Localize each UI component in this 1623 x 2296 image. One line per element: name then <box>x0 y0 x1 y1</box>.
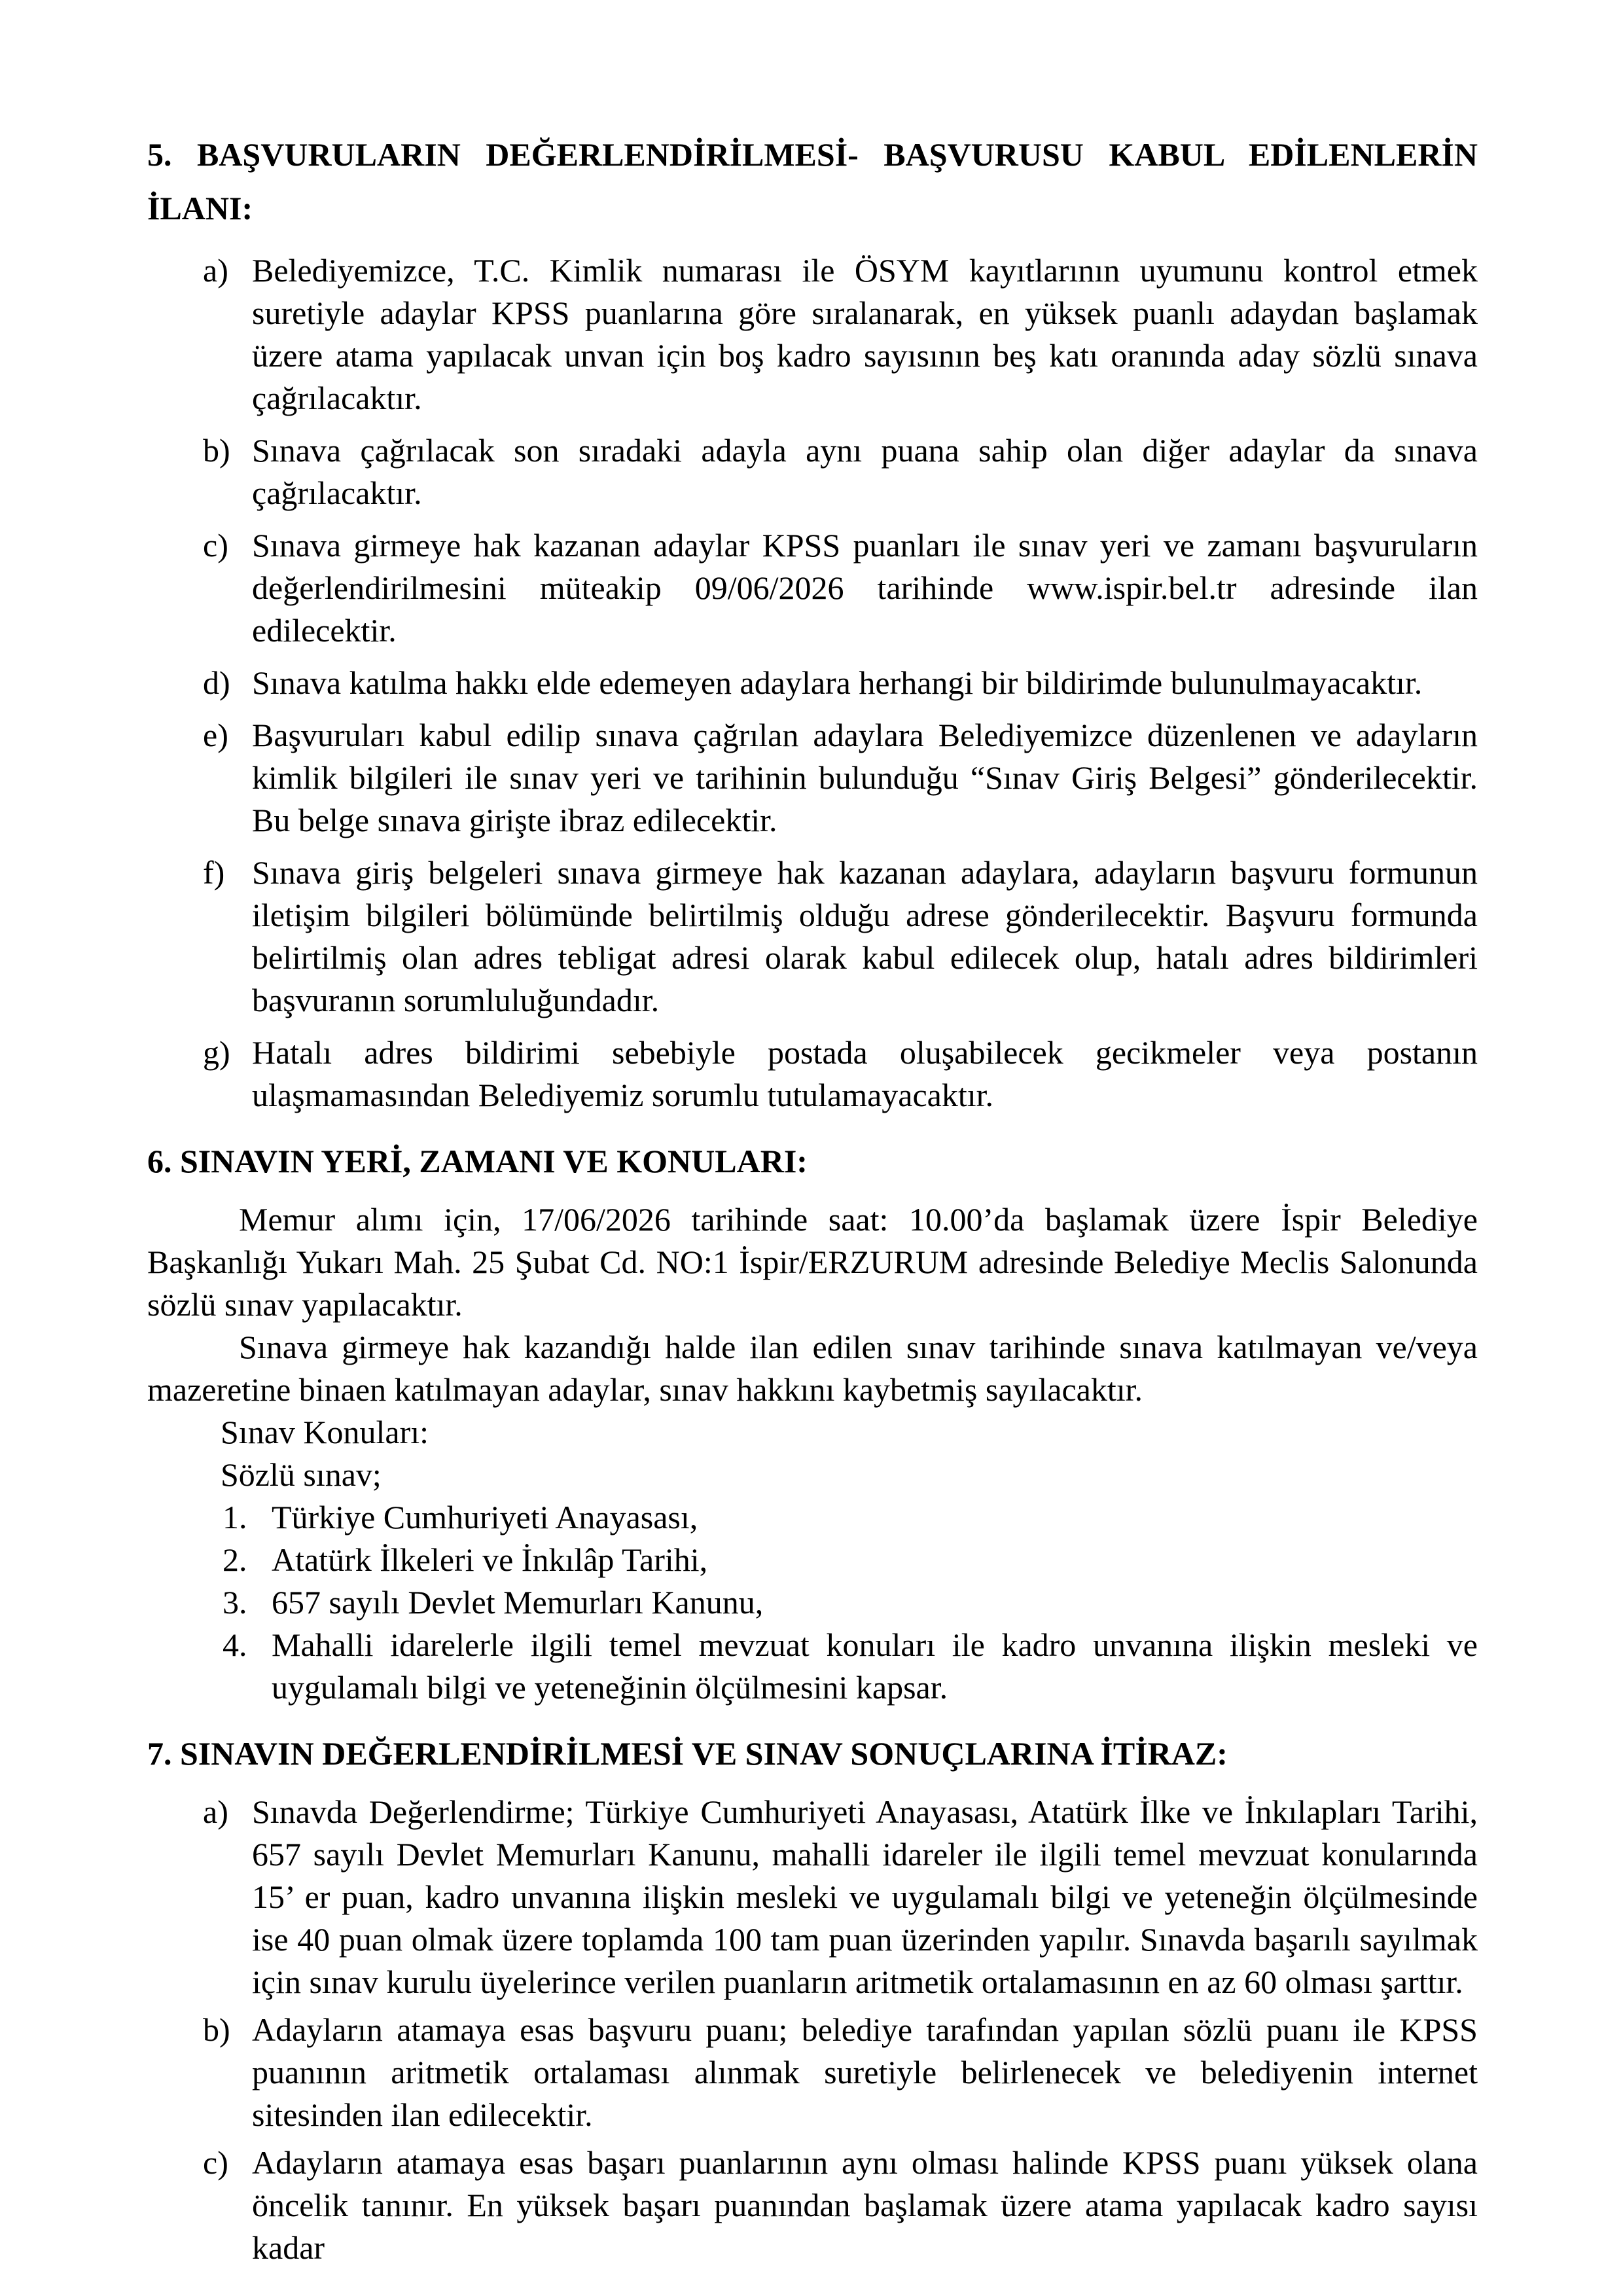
topic-item-text: Atatürk İlkeleri ve İnkılâp Tarihi, <box>272 1541 708 1578</box>
topic-item <box>147 1496 1478 1539</box>
section6-paragraph1: Memur alımı için, 17/06/2026 tarihinde saat: 10.00’da başlamak üzere İspir Belediye Başkanlığı Yukarı Mah. 25 Şubat Cd. NO:1 İspir/ERZURUM adresinde Belediye Meclis Salonunda sözlü sınav yapılacaktır. <box>147 1201 1478 1323</box>
topic-item-marker: 4. <box>223 1626 247 1663</box>
list-item <box>147 662 1478 704</box>
topic-item <box>147 1581 1478 1624</box>
list-item-marker: b) <box>203 2011 230 2048</box>
section6-heading: 6. SINAVIN YERİ, ZAMANI VE KONULARI: <box>147 1143 808 1179</box>
topic-item-marker: 3. <box>223 1584 247 1621</box>
list-item-marker: b) <box>203 432 230 469</box>
list-item-text: Adayların atamaya esas başvuru puanı; belediye tarafından yapılan sözlü puanı ile KPSS puanının aritmetik ortalaması alınmak suretiyle belirlenecek ve belediyenin internet sitesinden ilan edilecektir. <box>252 2011 1478 2133</box>
list-item-text: Belediyemizce, T.C. Kimlik numarası ile ÖSYM kayıtlarının uyumunu kontrol etmek suretiyle adaylar KPSS puanlarına göre sıralanarak, en yüksek puanlı adaydan başlamak üzere atama yapılacak unvan için boş kadro sayısının beş katı oranında aday sözlü sınava çağrılacaktır. <box>252 252 1478 416</box>
list-item <box>147 852 1478 1022</box>
topic-item-marker: 1. <box>223 1499 247 1535</box>
list-item <box>147 2009 1478 2136</box>
list-item-marker: c) <box>203 527 228 564</box>
section5-heading <box>147 128 1478 235</box>
list-item-text: Başvuruları kabul edilip sınava çağrılan adaylara Belediyemizce düzenlenen ve adayların kimlik bilgileri ile sınav yeri ve tarihinin bulunduğu “Sınav Giriş Belgesi” gönderilecektir. Bu belge sınava girişte ibraz edilecektir. <box>252 717 1478 838</box>
topic-item-text: 657 sayılı Devlet Memurları Kanunu, <box>272 1584 764 1621</box>
section6-subheading-oral: Sözlü sınav; <box>221 1456 382 1493</box>
topic-item-marker: 2. <box>223 1541 247 1578</box>
section5-list <box>147 249 1478 1117</box>
list-item-marker: e) <box>203 717 228 753</box>
list-item-text: Adayların atamaya esas başarı puanlarının aynı olması halinde KPSS puanı yüksek olana öncelik tanınır. En yüksek başarı puanından başlamak üzere atama yapılacak kadro sayısı kadar <box>252 2144 1478 2266</box>
list-item-text: Sınava girmeye hak kazanan adaylar KPSS puanları ile sınav yeri ve zamanı başvuruların değerlendirilmesini müteakip 09/06/2026 tarihinde www.ispir.bel.tr adresinde ilan edilecektir. <box>252 527 1478 649</box>
list-item <box>147 1031 1478 1117</box>
list-item-text: Sınava giriş belgeleri sınava girmeye hak kazanan adaylara, adayların başvuru formunun iletişim bilgileri bölümünde belirtilmiş olduğu adrese gönderilecektir. Başvuru formunda belirtilmiş olan adres tebligat adresi olarak kabul edilecek olup, hatalı adres bildirimleri başvuranın sorumluluğundadır. <box>252 854 1478 1018</box>
topic-item-text: Türkiye Cumhuriyeti Anayasası, <box>272 1499 698 1535</box>
list-item-text: Hatalı adres bildirimi sebebiyle postada oluşabilecek gecikmeler veya postanın ulaşmamasından Belediyemiz sorumlu tutulamayacaktır. <box>252 1034 1478 1113</box>
list-item <box>147 524 1478 652</box>
section6-subheading-topics: Sınav Konuları: <box>221 1414 429 1450</box>
list-item <box>147 429 1478 514</box>
list-item-text: Sınavda Değerlendirme; Türkiye Cumhuriyeti Anayasası, Atatürk İlke ve İnkılapları Tarihi, 657 sayılı Devlet Memurları Kanunu, mahalli idareler ile ilgili temel mevzuat konularında 15’ er puan, kadro unvanına ilişkin mesleki ve uygulamalı bilgi ve yeteneğin ölçülmesinde ise 40 puan olmak üzere toplamda 100 tam puan üzerinden yapılır. Sınavda başarılı sayılmak için sınav kurulu üyelerince verilen puanların aritmetik ortalamasının en az 60 olması şarttır. <box>252 1793 1478 2000</box>
section5-heading-line2: İLANI: <box>147 190 253 226</box>
section6-paragraph2: Sınava girmeye hak kazandığı halde ilan edilen sınav tarihinde sınava katılmayan ve/veya mazeretine binaen katılmayan adaylar, sınav hakkını kaybetmiş sayılacaktır. <box>147 1329 1478 1408</box>
list-item-text: Sınava çağrılacak son sıradaki adayla aynı puana sahip olan diğer adaylar da sınava çağrılacaktır. <box>252 432 1478 511</box>
list-item-marker: c) <box>203 2144 228 2181</box>
list-item-text: Sınava katılma hakkı elde edemeyen adaylara herhangi bir bildirimde bulunulmayacaktır. <box>252 664 1423 701</box>
list-item-marker: a) <box>203 1793 228 1830</box>
topic-item <box>147 1539 1478 1581</box>
list-item-marker: d) <box>203 664 230 701</box>
list-item-marker: a) <box>203 252 228 289</box>
section7-heading: 7. SINAVIN DEĞERLENDİRİLMESİ VE SINAV SONUÇLARINA İTİRAZ: <box>147 1735 1228 1772</box>
topic-item <box>147 1624 1478 1709</box>
list-item-marker: f) <box>203 854 225 891</box>
section5-heading-line1: 5. BAŞVURULARIN DEĞERLENDİRİLMESİ- BAŞVURUSU KABUL EDİLENLERİN <box>147 136 1478 173</box>
list-item <box>147 249 1478 420</box>
topic-item-text: Mahalli idarelerle ilgili temel mevzuat konuları ile kadro unvanına ilişkin mesleki ve uygulamalı bilgi ve yeteneğinin ölçülmesini kapsar. <box>272 1626 1478 1706</box>
list-item <box>147 2142 1478 2269</box>
section6-topic-list <box>147 1496 1478 1709</box>
list-item-marker: g) <box>203 1034 230 1071</box>
section7-list <box>147 1791 1478 2269</box>
list-item <box>147 1791 1478 2003</box>
list-item <box>147 714 1478 842</box>
